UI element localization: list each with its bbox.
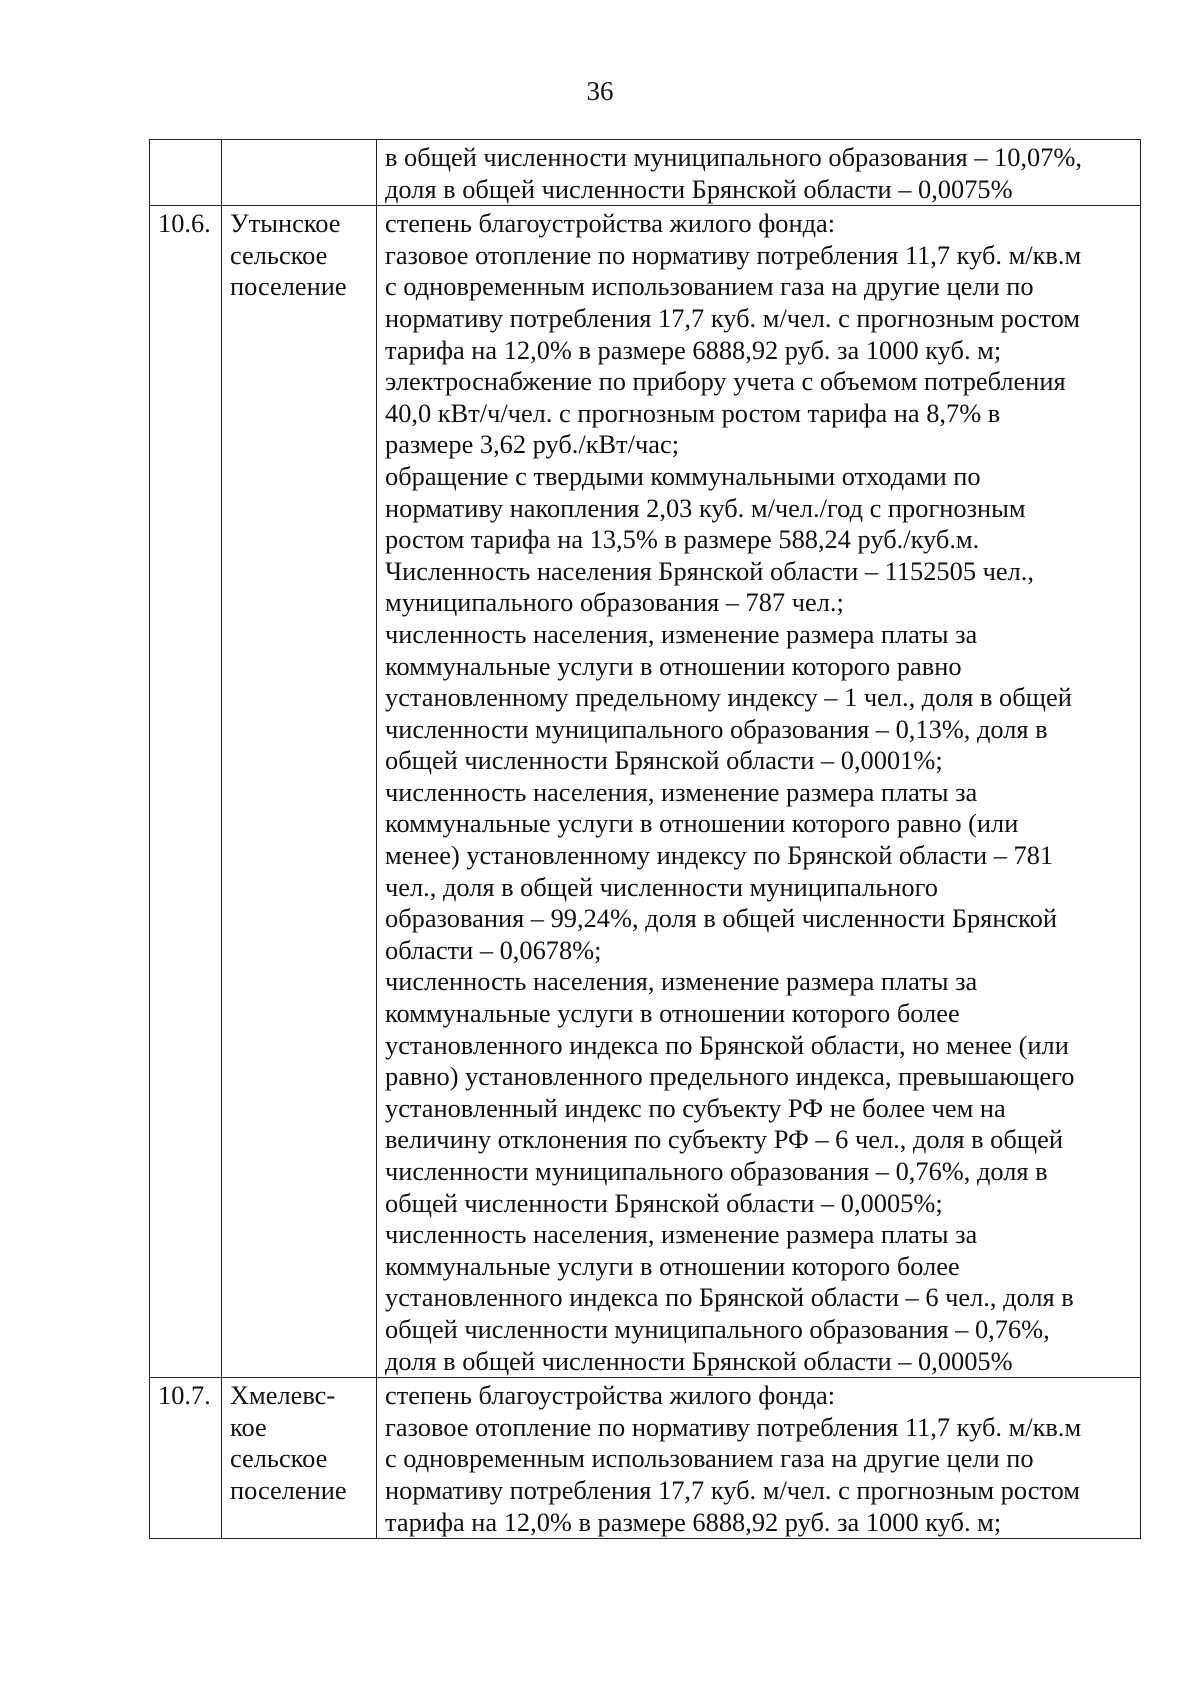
description-cell: степень благоустройства жилого фонда: газовое отопление по нормативу потребления 11,7 куб. м/кв.м с одновременным использованием газа на другие цели по нормативу потребления 17,7 куб. м/чел. с прогнозным ростом тарифа на 12,0% в размере 6888,92 руб. за 1000 куб. м; — [377, 1378, 1141, 1539]
description-cell: степень благоустройства жилого фонда: газовое отопление по нормативу потребления 11,7 куб. м/кв.м с одновременным использованием газа на другие цели по нормативу потребления 17,7 куб. м/чел. с прогнозным ростом тарифа на 12,0% в размере 6888,92 руб. за 1000 куб. м; электроснабжение по прибору учета с объемом потребления 40,0 кВт/ч/чел. с прогнозным ростом тарифа на 8,7% в размере 3,62 руб./кВт/час; обращение с твердыми коммунальными отходами по нормативу накопления 2,03 куб. м/чел./год с прогнозным ростом тарифа на 13,5% в размере 588,24 руб./куб.м. Численность населения Брянской области – 1152505 чел., муниципального образования – 787 чел.; численность населения, изменение размера платы за коммунальные услуги в отношении которого равно установленному предельному индексу – 1 чел., доля в общей численности муниципального образования – 0,13%, доля в общей численности Брянской области – 0,0001%; численность населения, изменение размера платы за коммунальные услуги в отношении которого равно (или менее) установленному индексу по Брянской области – 781 чел., доля в общей численности муниципального образования – 99,24%, доля в общей численности Брянской области – 0,0678%; численность населения, изменение размера платы за коммунальные услуги в отношении которого более установленного индекса по Брянской области, но менее (или равно) установленного предельного индекса, превышающего установленный индекс по субъекту РФ не более чем на величину отклонения по субъекту РФ – 6 чел., доля в общей численности муниципального образования – 0,76%, доля в общей численности Брянской области – 0,0005%; численность населения, изменение размера платы за коммунальные услуги в отношении которого более установленного индекса по Брянской области – 6 чел., доля в общей численности муниципального образования – 0,76%, доля в общей численности Брянской области – 0,0005% — [377, 206, 1141, 1378]
settlement-name-cell — [222, 140, 377, 206]
table-row — [150, 1378, 1141, 1539]
row-number-cell: 10.7. — [150, 1378, 222, 1539]
page-number: 36 — [586, 76, 614, 106]
table-row — [150, 206, 1141, 1378]
row-number-cell — [150, 140, 222, 206]
table-row — [150, 140, 1141, 206]
settlement-name-cell: Утынское сельское поселение — [222, 206, 377, 1378]
row-number-cell: 10.6. — [150, 206, 222, 1378]
description-cell: в общей численности муниципального образования – 10,07%, доля в общей численности Брянской области – 0,0075% — [377, 140, 1141, 206]
settlement-name-cell: Хмелевс- кое сельское поселение — [222, 1378, 377, 1539]
settlements-table — [149, 139, 1141, 1539]
